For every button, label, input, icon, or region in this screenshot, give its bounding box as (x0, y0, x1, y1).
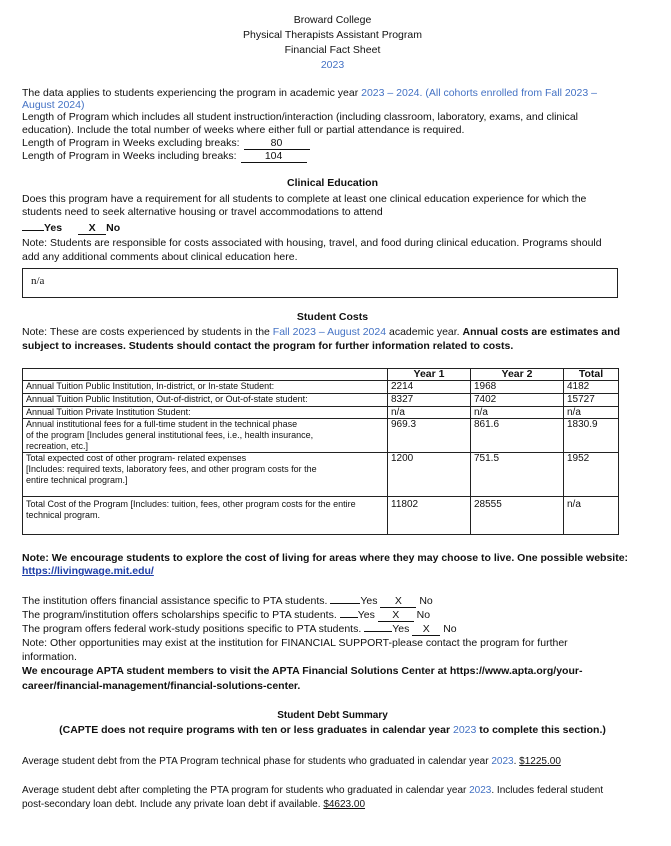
length-excluding-value: 80 (244, 138, 310, 150)
row-year1: n/a (388, 407, 471, 419)
length-including-value: 104 (241, 151, 307, 163)
costs-header-year2: Year 2 (471, 369, 564, 381)
aid-line-assistance: The institution offers financial assistance specific to PTA students. Yes X No (22, 595, 433, 607)
clinical-comment: n/a (31, 275, 45, 287)
costs-note-2: subject to increases. Students should contact the program for further information related to costs. (22, 340, 514, 352)
row-total: n/a (564, 407, 619, 419)
capte-note: (CAPTE does not require programs with ten or less graduates in calendar year 2023 to complete this section.) (59, 724, 606, 736)
row-label: Annual Tuition Public Institution, In-district, or In-state Student: (23, 381, 388, 394)
row-year2: 1968 (471, 381, 564, 394)
row-year1: 969.3 (388, 419, 471, 453)
clinical-question-1: Does this program have a requirement for all students to complete at least one clinical education experience for which the (22, 193, 587, 205)
row-year2: 7402 (471, 394, 564, 407)
applies-cohorts-line: August 2024) (22, 99, 85, 111)
row-year1: 2214 (388, 381, 471, 394)
row-total: 1952 (564, 453, 619, 497)
row-label: Annual Tuition Public Institution, Out-of-district, or Out-of-state student: (23, 394, 388, 407)
avg-debt-technical-amount: $1225.00 (519, 756, 561, 767)
sheet-title: Financial Fact Sheet (284, 44, 381, 56)
row-total: 15727 (564, 394, 619, 407)
length-excluding-breaks: Length of Program in Weeks excluding breaks: 80 (22, 137, 643, 150)
apta-note-1: We encourage APTA student members to visit the APTA Financial Solutions Center at https://www.apta.org/your- (22, 665, 583, 677)
apta-note-2: career/financial-management/financial-solutions-center. (22, 680, 301, 692)
aid-assistance-mark: X (380, 596, 416, 608)
avg-debt-after: Average student debt after completing the PTA program for students who graduated in calendar year 2023. Includes federal student (22, 785, 604, 796)
table-row (23, 381, 619, 394)
costs-header-total: Total (564, 369, 619, 381)
costs-header-row (23, 369, 619, 381)
length-desc-1: Length of Program which includes all student instruction/interaction (including classroom, laboratory, exams, and clinical (22, 111, 578, 123)
row-year1: 8327 (388, 394, 471, 407)
table-row (23, 394, 619, 407)
row-year1: 1200 (388, 453, 471, 497)
row-label: Annual institutional fees for a full-time student in the technical phase of the program [Includes general institutional fees, i.e., health insurance, recreation, etc.] (23, 419, 388, 453)
program-name: Physical Therapists Assistant Program (243, 29, 422, 41)
sheet-year: 2023 (320, 59, 345, 71)
clinical-note-1: Note: Students are responsible for costs associated with housing, travel, and food during clinical education. Programs should (22, 237, 602, 249)
aid-note-1: Note: Other opportunities may exist at the institution for FINANCIAL SUPPORT-please contact the program for further (22, 637, 568, 649)
table-row (23, 407, 619, 419)
clinical-comment-box (22, 268, 618, 298)
row-label: Total Cost of the Program [Includes: tuition, fees, other program costs for the entire technical program. (23, 497, 388, 535)
avg-debt-after-line2: post-secondary loan debt. Include any private loan debt if available. $4623.00 (22, 799, 366, 810)
clinical-heading: Clinical Education (286, 177, 378, 189)
college-name: Broward College (293, 14, 372, 26)
length-desc-2: education). Include the total number of weeks where either full or partial attendance is required. (22, 124, 465, 136)
clinical-note-2: add any additional comments about clinical education here. (22, 251, 298, 263)
avg-debt-technical: Average student debt from the PTA Program technical phase for students who graduated in calendar year 2023. $1225.00 (22, 756, 561, 767)
row-year2: n/a (471, 407, 564, 419)
row-total: 1830.9 (564, 419, 619, 453)
row-total: 4182 (564, 381, 619, 394)
row-label: Total expected cost of other program- related expenses [Includes: required texts, laboratory fees, and other program costs for the entire technical program.] (23, 453, 388, 497)
living-note: Note: We encourage students to explore the cost of living for areas where they may choose to live. One possible website: (22, 552, 629, 564)
costs-heading: Student Costs (296, 311, 369, 323)
row-year2: 751.5 (471, 453, 564, 497)
aid-scholarships-mark: X (378, 610, 414, 622)
applies-line: The data applies to students experiencing the program in academic year 2023 – 2024. (All cohorts enrolled from Fall 2023 – (22, 87, 597, 99)
row-label: Annual Tuition Private Institution Student: (23, 407, 388, 419)
length-including-breaks: Length of Program in Weeks including breaks: 104 (22, 150, 643, 163)
costs-note-1: Note: These are costs experienced by students in the Fall 2023 – August 2024 academic year. Annual costs are estimates and (22, 326, 621, 338)
costs-header-label (23, 369, 388, 381)
clinical-question-2: students need to seek alternative housing or travel accommodations to attend (22, 206, 383, 218)
row-year2: 28555 (471, 497, 564, 535)
aid-line-work-study: The program offers federal work-study positions specific to PTA students. Yes X No (22, 623, 457, 635)
clinical-no-mark: X (78, 223, 106, 235)
debt-heading: Student Debt Summary (277, 710, 388, 721)
livingwage-link[interactable]: https://livingwage.mit.edu/ (22, 565, 154, 577)
row-year2: 861.6 (471, 419, 564, 453)
table-row (23, 419, 619, 453)
avg-debt-after-amount: $4623.00 (323, 799, 366, 810)
clinical-answer: Yes X No (22, 222, 643, 235)
row-total: n/a (564, 497, 619, 535)
table-row (23, 453, 619, 497)
aid-note-2: information. (22, 651, 77, 663)
costs-header-year1: Year 1 (388, 369, 471, 381)
costs-table (22, 368, 619, 535)
aid-work-study-mark: X (412, 624, 440, 636)
row-year1: 11802 (388, 497, 471, 535)
table-row (23, 497, 619, 535)
aid-line-scholarships: The program/institution offers scholarships specific to PTA students. Yes X No (22, 609, 431, 621)
